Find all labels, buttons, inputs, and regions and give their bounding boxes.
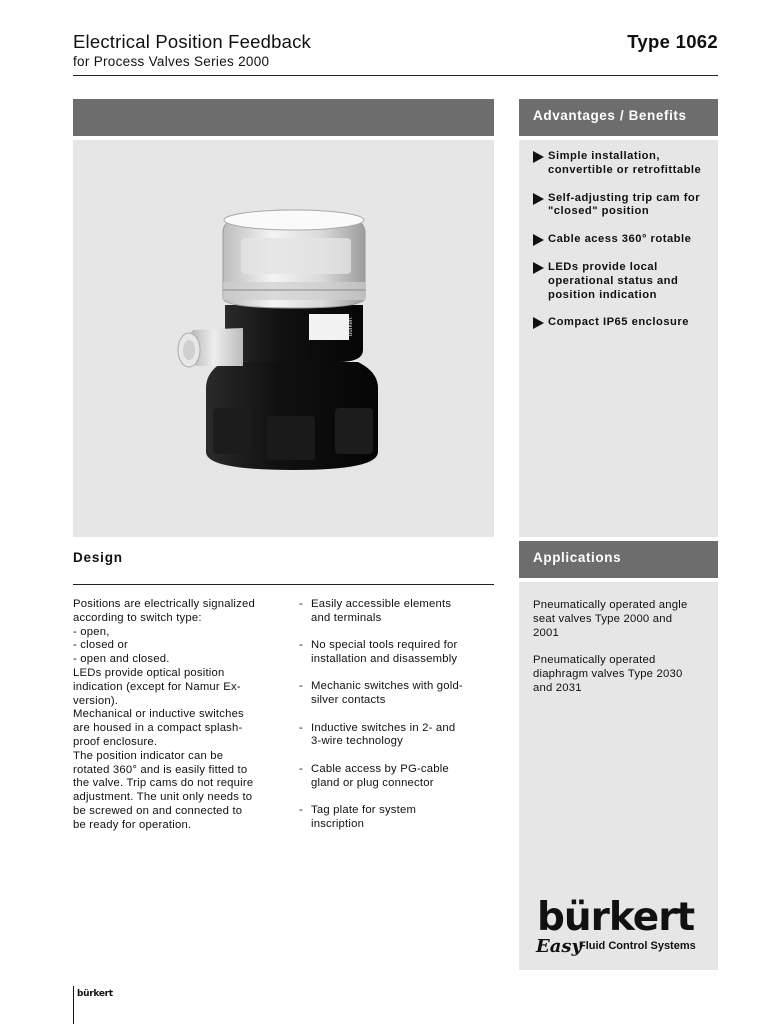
- advantages-heading: Advantages / Benefits: [519, 99, 718, 136]
- design-divider: [73, 584, 494, 585]
- benefit-item: Cable acess 360° rotable: [533, 233, 715, 247]
- triangle-bullet-icon: [533, 151, 544, 163]
- logo-wordmark: bürkert: [537, 895, 695, 940]
- header-divider: [73, 75, 718, 76]
- feature-item: - Mechanic switches with gold- silver contacts: [299, 680, 463, 707]
- application-item: Pneumatically operated diaphragm valves Type 2030 and 2031: [533, 653, 683, 694]
- applications-list: [533, 599, 715, 709]
- application-item: Pneumatically operated angle seat valves Type 2000 and 2001: [533, 599, 688, 639]
- applications-heading: Applications: [519, 541, 718, 578]
- footer-logo: bürkert: [77, 989, 113, 999]
- benefit-item: Self-adjusting trip cam for "closed" position: [533, 192, 715, 220]
- advantages-list: [533, 150, 715, 344]
- feature-item: - No special tools required for installation and disassembly: [299, 639, 458, 665]
- product-photo: [73, 140, 494, 537]
- feature-item: - Inductive switches in 2- and 3-wire technology: [299, 721, 456, 748]
- logo-tagline: Fluid Control Systems: [579, 940, 696, 952]
- image-header-bar: [73, 99, 494, 136]
- benefit-item: Compact IP65 enclosure: [533, 316, 715, 330]
- benefit-item: LEDs provide local operational status and position indication: [533, 261, 715, 302]
- page-title: Electrical Position Feedback: [73, 31, 311, 52]
- triangle-bullet-icon: [533, 317, 544, 329]
- product-image-panel: [73, 140, 494, 537]
- footer-rule: [73, 986, 74, 1024]
- design-description: Positions are electrically signalized according to switch type: - open, - closed or - open and closed. LEDs provide optical position indication (except for Namur Ex- version). Mechanical or inductive switches are housed in a compact splash- proof enclosure. The position indicator can be rotated 360° and is easily fitted to the valve. Trip cams do not require adjustment. The unit only needs to be screwed on and connected to be ready for operation.: [73, 598, 255, 831]
- burkert-logo: [536, 895, 696, 957]
- logo-easy: Easy: [536, 936, 582, 957]
- type-number: Type 1062: [627, 31, 718, 52]
- feature-item: - Tag plate for system inscription: [299, 803, 417, 830]
- design-heading: Design: [73, 550, 123, 565]
- feature-item: - Easily accessible elements and terminals: [299, 598, 452, 624]
- feature-item: - Cable access by PG-cable gland or plug connector: [299, 762, 449, 789]
- triangle-bullet-icon: [533, 234, 544, 246]
- page-subtitle: for Process Valves Series 2000: [73, 54, 270, 69]
- design-feature-list: [299, 598, 499, 845]
- triangle-bullet-icon: [533, 193, 544, 205]
- triangle-bullet-icon: [533, 262, 544, 274]
- nameplate-text: bürkert: [348, 317, 354, 336]
- benefit-item: Simple installation, convertible or retrofittable: [533, 150, 715, 178]
